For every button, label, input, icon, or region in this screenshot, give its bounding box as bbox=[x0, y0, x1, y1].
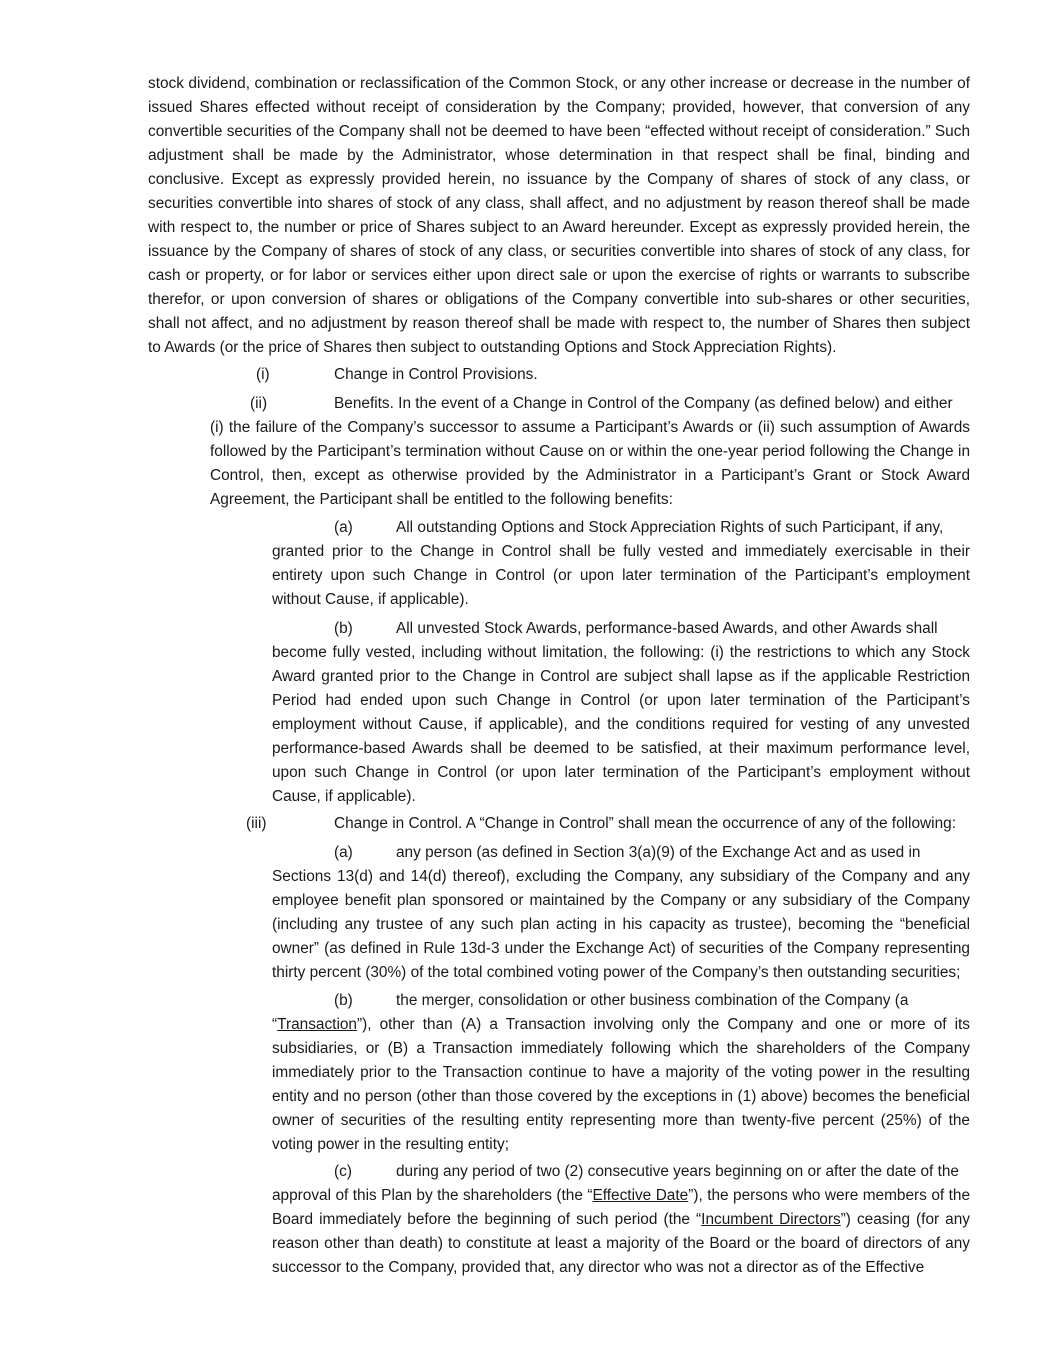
section-iii-a-body: Sections 13(d) and 14(d) thereof), excluding the Company, any subsidiary of the Company and any employee benefit plan sponsored or maintained by the Company or any subsidiary of the Company (including any trustee of any such plan acting in his capacity as trustee), becoming the “beneficial owner” (as defined in Rule 13d-3 under the Exchange Act) of securities of the Company representing thirty percent (30%) of the total combined voting power of the Company’s then outstanding securities; bbox=[272, 868, 970, 981]
defined-term-transaction: Transaction bbox=[277, 1016, 357, 1033]
section-ii-first-line: Benefits. In the event of a Change in Control of the Company (as defined below) and either bbox=[334, 395, 953, 412]
section-iii-b-first-line: the merger, consolidation or other business combination of the Company (a bbox=[396, 992, 909, 1009]
section-ii-b-first-line: All unvested Stock Awards, performance-based Awards, and other Awards shall bbox=[396, 620, 938, 637]
section-ii-a-body: granted prior to the Change in Control shall be fully vested and immediately exercisable in their entirety upon such Change in Control (or upon later termination of the Participant’s employment without Cause, if applicable). bbox=[272, 543, 970, 608]
section-iii-b-body: “Transaction”), other than (A) a Transaction involving only the Company and one or more of its subsidiaries, or (B) a Transaction immediately following which the shareholders of the Company immediately prior to the Transaction continue to have a majority of the voting power in the resulting entity and no person (other than those covered by the exceptions in (1) above) becomes the beneficial owner of securities of the resulting entity representing more than twenty-five percent (25%) of the voting power in the resulting entity; bbox=[272, 1016, 970, 1153]
section-iii-label: (iii) bbox=[246, 815, 267, 832]
section-iii-c-first-line: during any period of two (2) consecutive years beginning on or after the date of the bbox=[396, 1163, 959, 1180]
section-ii-b-body: become fully vested, including without limitation, the following: (i) the restrictions to which any Stock Award granted prior to the Change in Control are subject shall lapse as if the applicable Restriction Period had ended upon such Change in Control (or upon later termination of the Participant’s employment without Cause, if applicable), and the conditions required for vesting of any unvested performance-based Awards shall be deemed to be satisfied, at their maximum performance level, upon such Change in Control (or upon later termination of the Participant’s employment without Cause, if applicable). bbox=[272, 644, 970, 805]
section-iii-b-label: (b) bbox=[334, 992, 353, 1009]
section-ii-label: (ii) bbox=[250, 395, 268, 412]
section-ii-body: (i) the failure of the Company’s successor to assume a Participant’s Awards or (ii) such assumption of Awards followed by the Participant’s termination without Cause on or within the one-year period following the Change in Control, then, except as otherwise provided by the Administrator in a Participant’s Grant or Stock Award Agreement, the Participant shall be entitled to the following benefits: bbox=[210, 419, 970, 508]
section-i-heading: Change in Control Provisions. bbox=[334, 366, 538, 383]
intro-paragraph: stock dividend, combination or reclassification of the Common Stock, or any other increase or decrease in the number of issued Shares effected without receipt of consideration by the Company; provided, however, that conversion of any convertible securities of the Company shall not be deemed to have been “effected without receipt of consideration.” Such adjustment shall be made by the Administrator, whose determination in that respect shall be final, binding and conclusive. Except as expressly provided herein, no issuance by the Company of shares of stock of any class, or securities convertible into shares of stock of any class, shall affect, and no adjustment by reason thereof shall be made with respect to, the number or price of Shares subject to an Award hereunder. Except as expressly provided herein, the issuance by the Company of shares of stock of any class, or securities convertible into shares of stock of any class, for cash or property, or for labor or services either upon direct sale or upon the exercise of rights or warrants to subscribe therefor, or upon conversion of shares or obligations of the Company convertible into sub-shares or other securities, shall not affect, and no adjustment by reason thereof shall be made with respect to, the number of Shares then subject to Awards (or the price of Shares then subject to outstanding Options and Stock Appreciation Rights). bbox=[148, 75, 970, 356]
defined-term-incumbent-directors: Incumbent Directors bbox=[701, 1211, 841, 1228]
section-ii-b-label: (b) bbox=[334, 620, 353, 637]
section-i-label: (i) bbox=[256, 366, 270, 383]
section-iii-a-label: (a) bbox=[334, 844, 353, 861]
defined-term-effective-date: Effective Date bbox=[592, 1187, 689, 1204]
section-ii-a-first-line: All outstanding Options and Stock Appreciation Rights of such Participant, if any, bbox=[396, 519, 944, 536]
section-iii-c-body: approval of this Plan by the shareholders (the “Effective Date”), the persons who were members of the Board immediately before the beginning of such period (the “Incumbent Directors”) ceasing (for any reason other than death) to constitute at least a majority of the Board or the board of directors of any successor to the Company, provided that, any director who was not a director as of the Effective bbox=[272, 1187, 971, 1276]
section-iii-heading: Change in Control. A “Change in Control” shall mean the occurrence of any of the following: bbox=[334, 815, 956, 832]
section-iii-a-first-line: any person (as defined in Section 3(a)(9) of the Exchange Act and as used in bbox=[396, 844, 921, 861]
section-iii-c-label: (c) bbox=[334, 1163, 352, 1180]
section-ii-a-label: (a) bbox=[334, 519, 353, 536]
